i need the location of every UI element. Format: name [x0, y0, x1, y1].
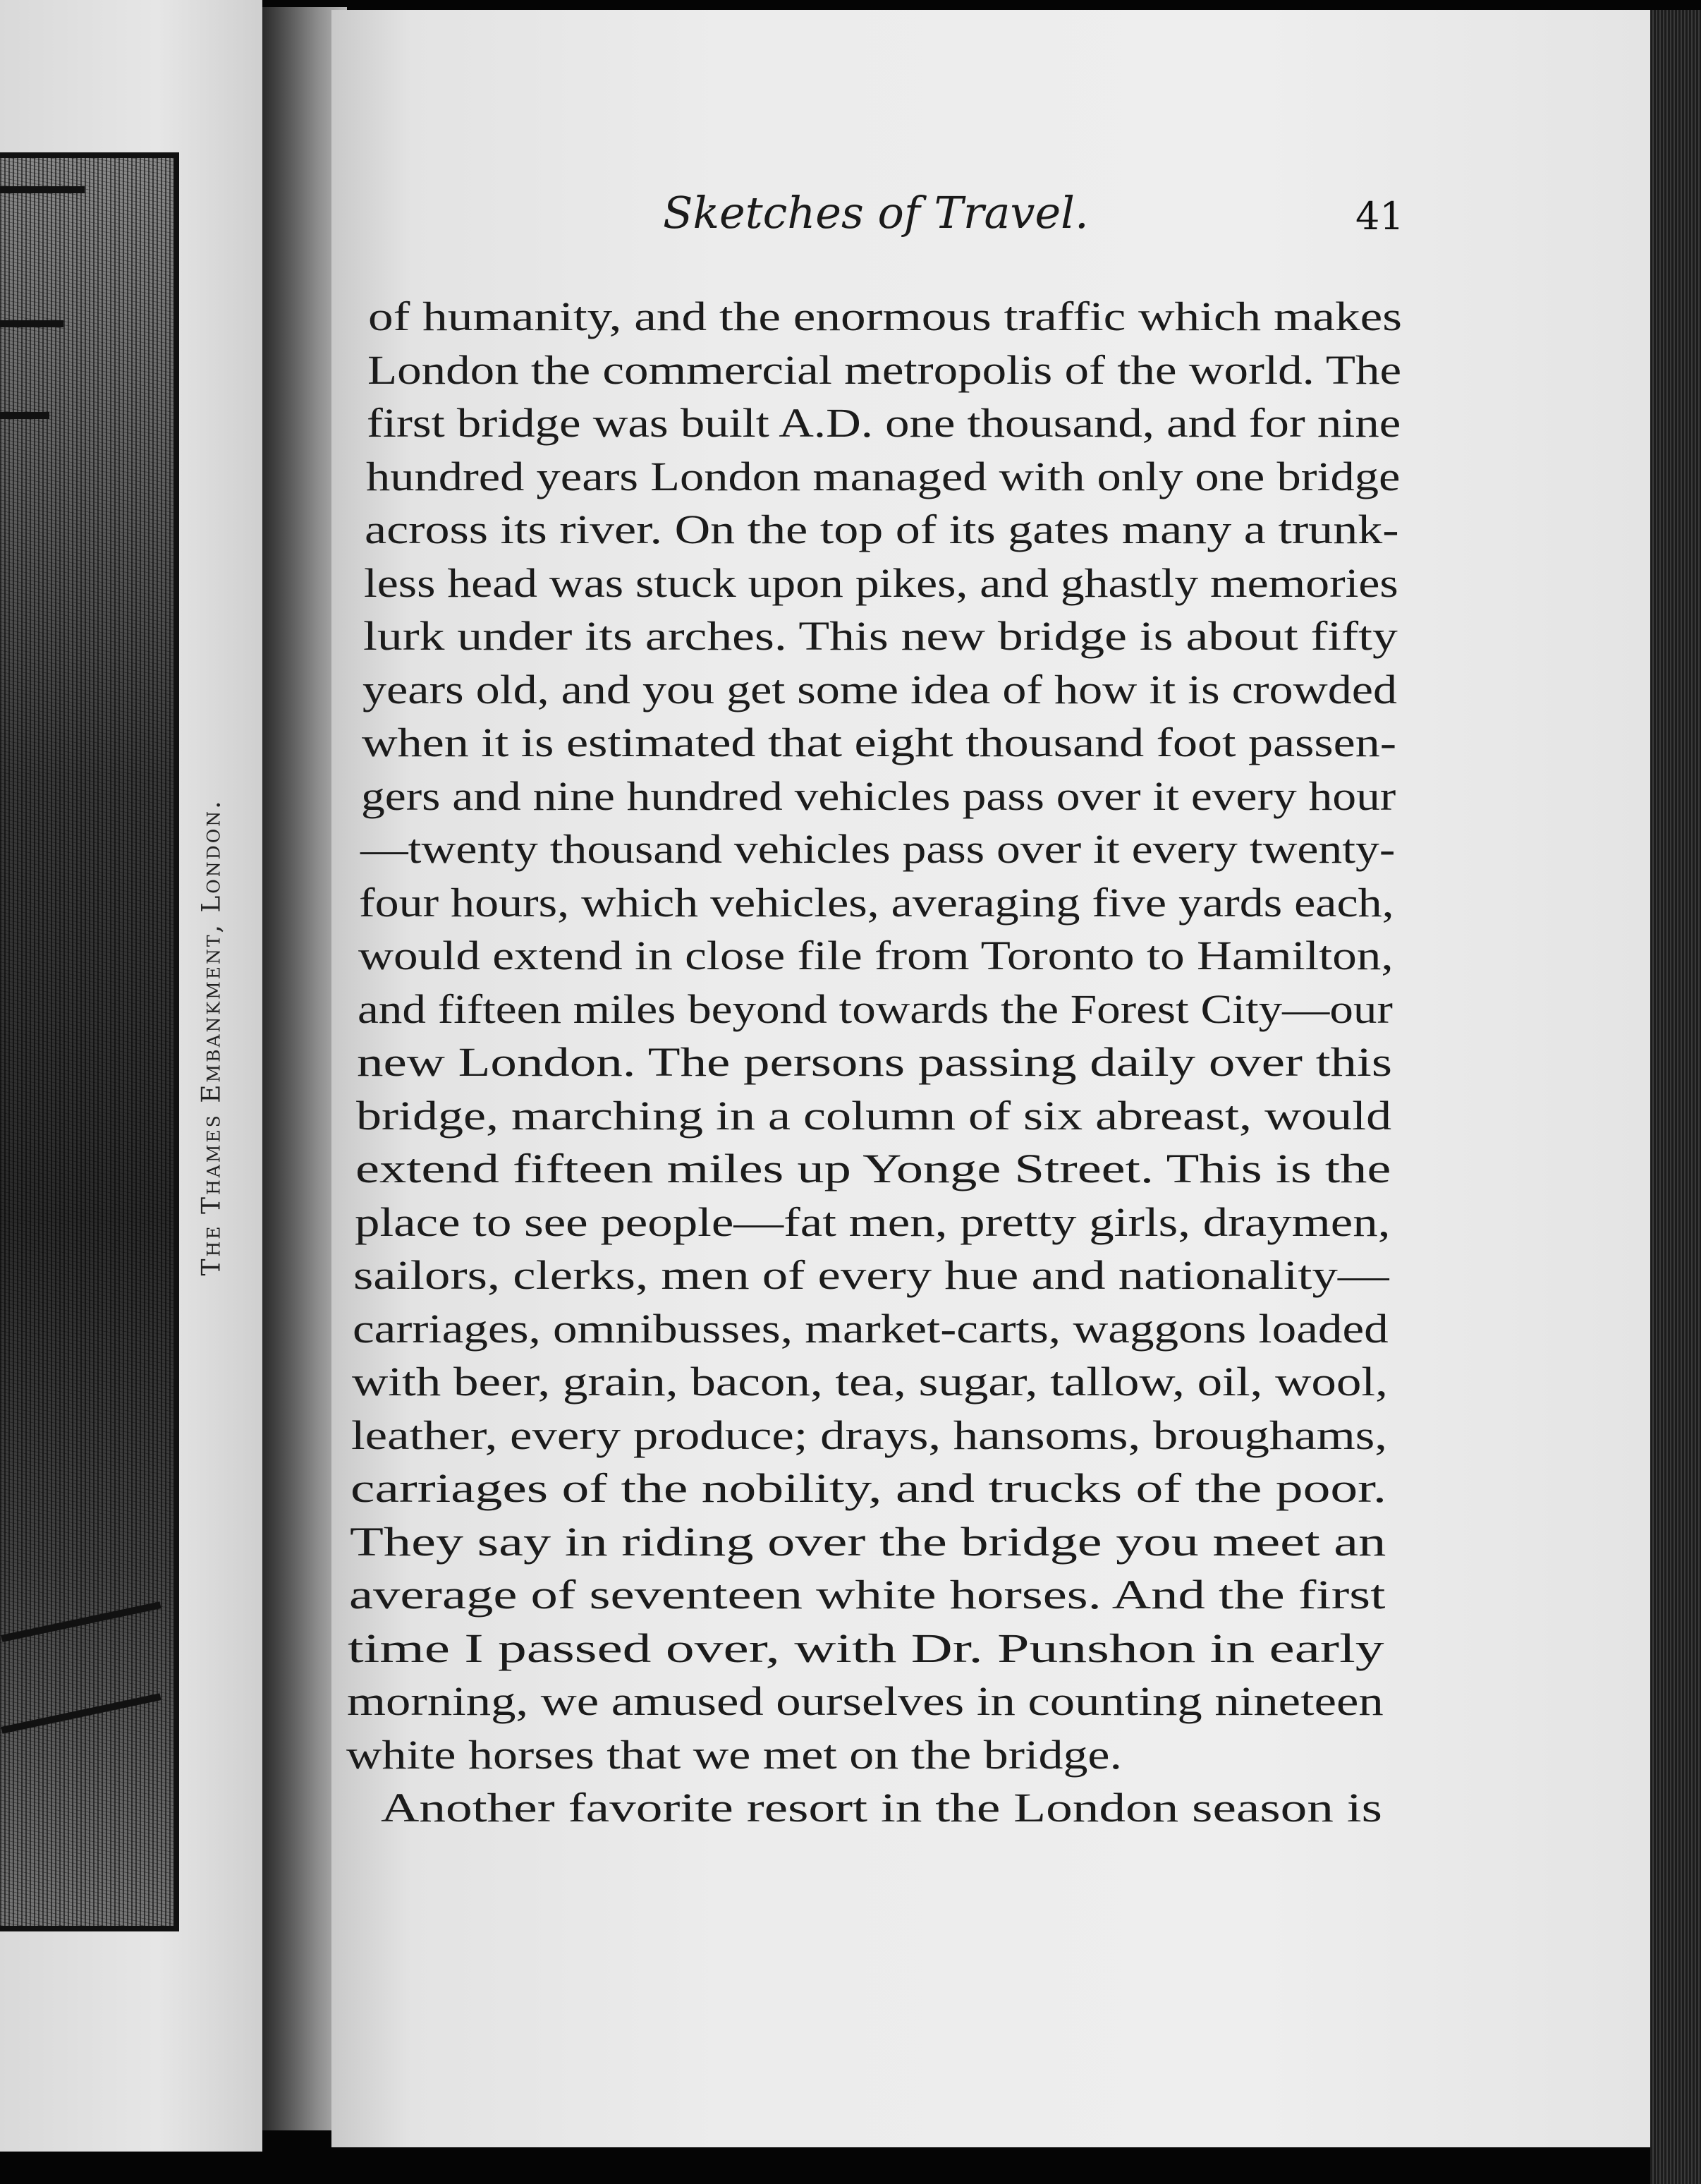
page-number: 41 [1355, 194, 1404, 238]
plate-caption [197, 720, 226, 1354]
page-block-edge [1650, 10, 1701, 2184]
plate-caption-text: The Thames Embankment, London. [197, 798, 226, 1276]
text-line: less head was stuck upon pikes, and ghastly memories [364, 559, 1398, 606]
text-line: morning, we amused ourselves in counting nineteen [347, 1678, 1384, 1724]
text-line: of humanity, and the enormous traffic which makes [368, 293, 1402, 339]
text-line: average of seventeen white horses. And the first [348, 1572, 1385, 1618]
running-head [331, 187, 1439, 243]
text-line: new London. The persons passing daily over this [357, 1039, 1392, 1085]
engraving-illustration [0, 152, 179, 1931]
text-line: Another favorite resort in the London season is [381, 1785, 1382, 1831]
text-line: white horses that we met on the bridge. [346, 1731, 1123, 1778]
engraving-beam [0, 320, 63, 327]
text-line: first bridge was built A.D. one thousand, and for nine [366, 400, 1401, 446]
text-line: four hours, which vehicles, averaging five yards each, [359, 879, 1394, 926]
text-line: leather, every produce; drays, hansoms, broughams, [351, 1412, 1387, 1458]
text-line: carriages of the nobility, and trucks of the poor. [350, 1465, 1386, 1511]
text-line: with beer, grain, bacon, tea, sugar, tallow, oil, wool, [352, 1359, 1388, 1405]
facing-page [0, 0, 262, 2152]
text-line: They say in riding over the bridge you meet an [349, 1518, 1386, 1565]
text-line: hundred years London managed with only one bridge [365, 453, 1400, 499]
running-title: Sketches of Travel. [663, 187, 1089, 238]
text-line: would extend in close file from Toronto to Hamilton, [358, 933, 1394, 978]
text-line: place to see people—fat men, pretty girls, draymen, [354, 1199, 1390, 1245]
text-line: extend fifteen miles up Yonge Street. This is the [355, 1146, 1391, 1191]
text-line: time I passed over, with Dr. Punshon in early [348, 1625, 1384, 1671]
text-line: years old, and you get some idea of how it is crowded [362, 666, 1397, 712]
text-line: lurk under its arches. This new bridge is about fifty [363, 613, 1398, 659]
text-line: gers and nine hundred vehicles pass over it every hour [360, 772, 1396, 819]
text-line: when it is estimated that eight thousand foot passen- [361, 720, 1396, 765]
engraving-beam [0, 412, 49, 419]
engraving-beam [0, 186, 85, 193]
text-line: —twenty thousand vehicles pass over it every twenty- [360, 826, 1395, 872]
text-line: carriages, omnibusses, market-carts, waggons loaded [353, 1305, 1389, 1352]
engraving-beam [1, 1693, 161, 1734]
engraving-beam [1, 1601, 161, 1642]
text-line: London the commercial metropolis of the world. The [367, 346, 1401, 393]
text-line: bridge, marching in a column of six abreast, would [355, 1092, 1391, 1139]
text-line: sailors, clerks, men of every hue and nationality— [353, 1252, 1389, 1298]
text-line: across its river. On the top of its gates many a trunk- [365, 506, 1399, 552]
text-line: and fifteen miles beyond towards the Forest City—our [358, 985, 1393, 1032]
